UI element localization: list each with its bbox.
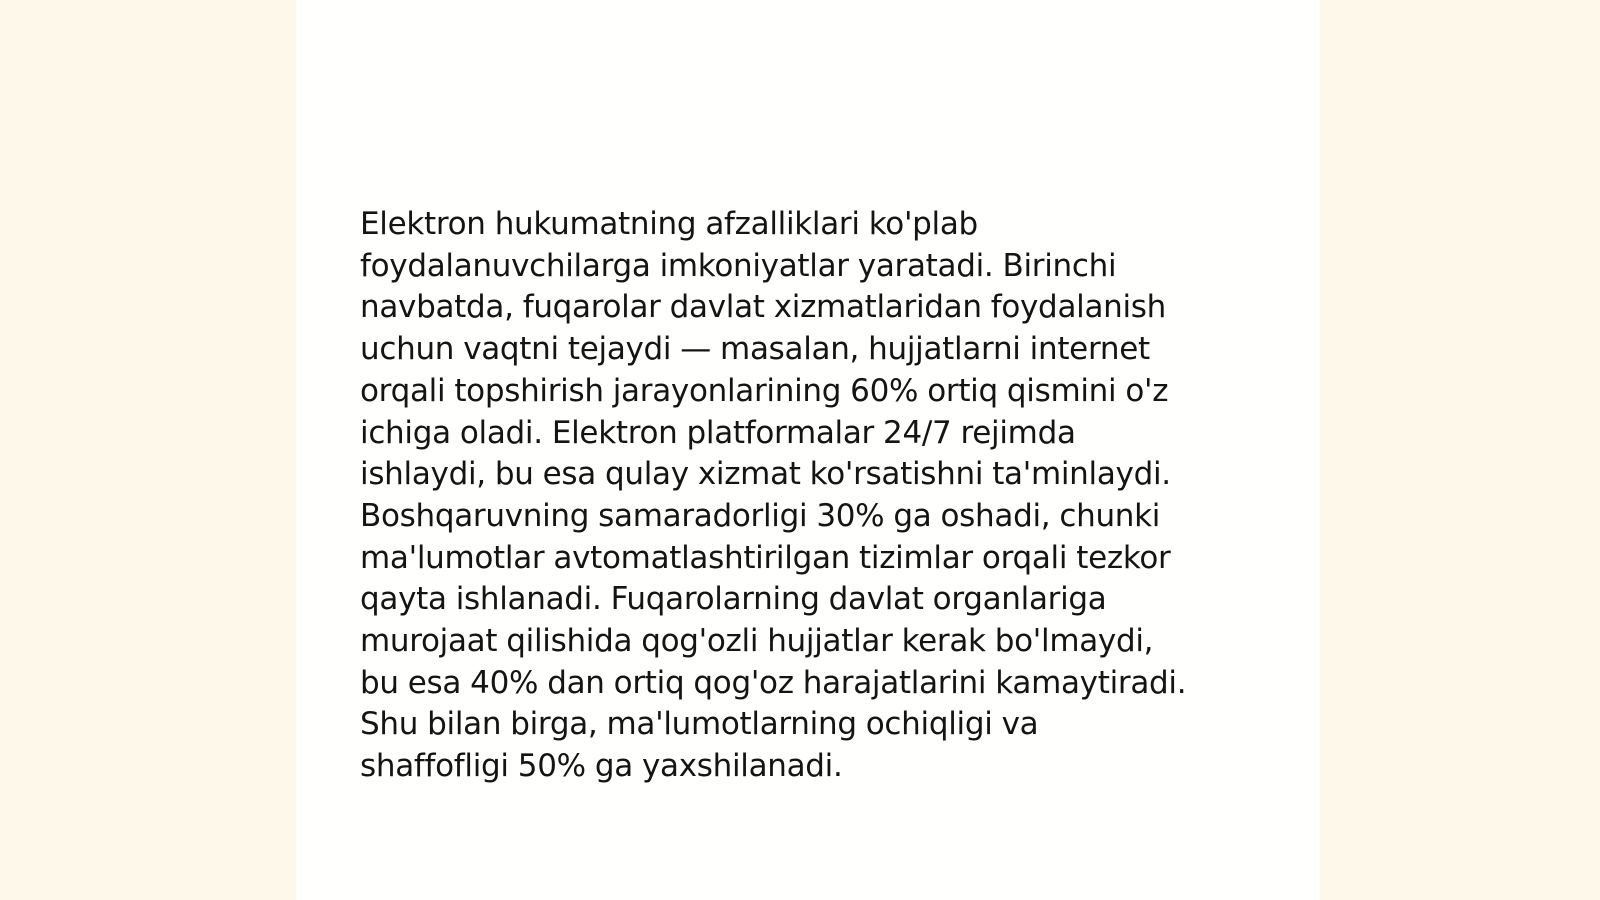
paragraph-line: Shu bilan birga, ma'lumotlarning ochiqligi va [360,706,1039,743]
body-paragraph [360,204,1260,788]
paragraph-line: Boshqaruvning samaradorligi 30% ga oshadi, chunki [360,497,1161,534]
paragraph-line: ma'lumotlar avtomatlashtirilgan tizimlar orqali tezkor [360,539,1171,576]
paragraph-line: foydalanuvchilarga imkoniyatlar yaratadi. Birinchi [360,247,1117,284]
document-page [296,0,1320,900]
paragraph-line: uchun vaqtni tejaydi — masalan, hujjatlarni internet [360,331,1150,368]
paragraph-line: navbatda, fuqarolar davlat xizmatlaridan foydalanish [360,289,1167,326]
paragraph-line: ichiga oladi. Elektron platformalar 24/7 rejimda [360,414,1076,451]
paragraph-line: bu esa 40% dan ortiq qog'oz harajatlarini kamaytiradi. [360,664,1187,701]
paragraph-line: qayta ishlanadi. Fuqarolarning davlat organlariga [360,581,1107,618]
paragraph-line: ishlaydi, bu esa qulay xizmat ko'rsatishni ta'minlaydi. [360,456,1171,493]
paragraph-line: murojaat qilishida qog'ozli hujjatlar kerak bo'lmaydi, [360,623,1154,660]
paragraph-line: shaffofligi 50% ga yaxshilanadi. [360,748,843,785]
paragraph-line: Elektron hukumatning afzalliklari ko'plab [360,206,978,242]
paragraph-line: orqali topshirish jarayonlarining 60% ortiq qismini o'z [360,372,1169,409]
